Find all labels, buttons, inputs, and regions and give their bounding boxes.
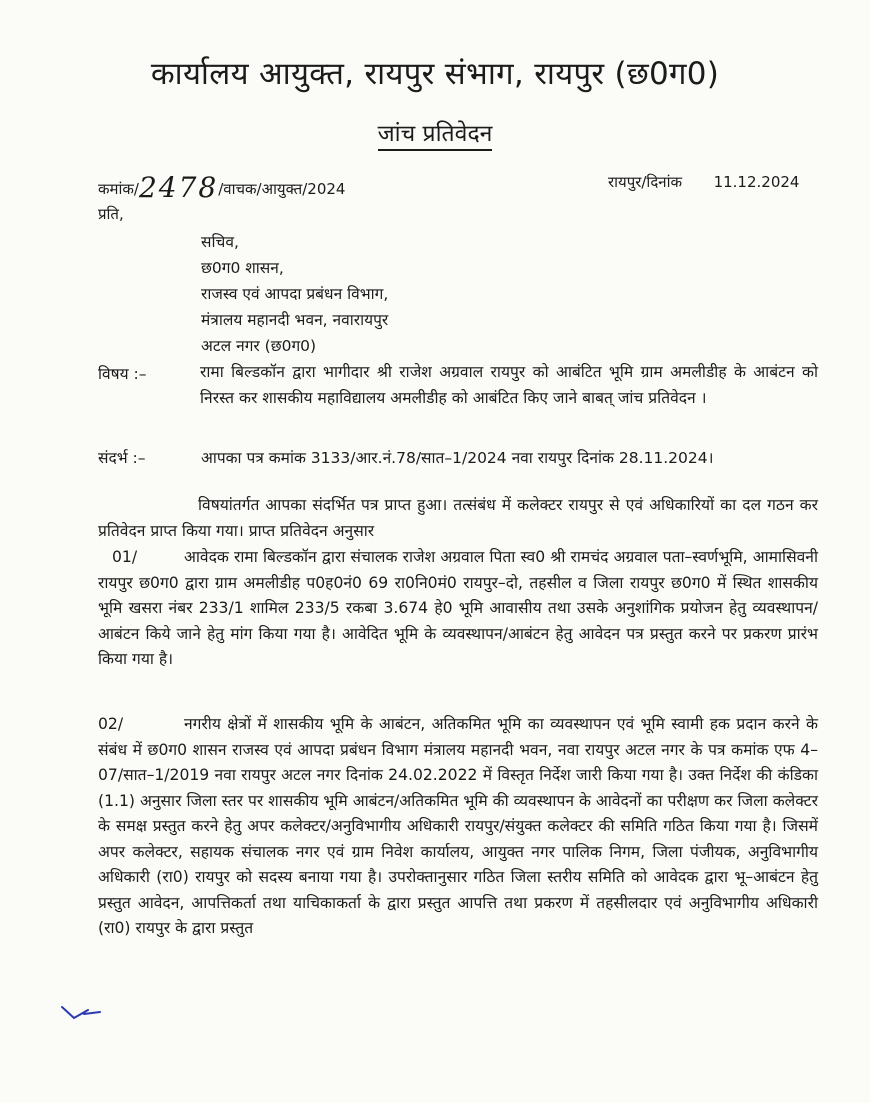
paragraph-number: 01/ [112, 548, 138, 566]
paragraph-number: 02/ [98, 715, 124, 733]
paragraph-text: नगरीय क्षेत्रों में शासकीय भूमि के आबंटन, अतिकमित भूमि का व्यवस्थापन एवं भूमि स्वामी हक प्रदान करने के संबंध में छ0ग0 शासन राजस्व एवं आपदा प्रबंधन विभाग मंत्रालय महानदी भवन, नवा रायपुर अटल नगर के पत्र कमांक एफ 4–07/सात–1/2019 नवा रायपुर अटल नगर दिनांक 24.02.2022 में विस्तृत निर्देश जारी किया गया है। उक्त निर्देश की कंडिका (1.1) अनुसार जिला स्तर पर शासकीय भूमि आबंटन/अतिकमित भूमि की व्यवस्थापन के आवेदनों का परीक्षण कर जिला कलेक्टर के समक्ष प्रस्तुत करने हेतु अपर कलेक्टर/अनुविभागीय अधिकारी रायपुर/संयुक्त कलेक्टर की समिति गठित किया गया है। जिसमें अपर कलेक्टर, सहायक संचालक नगर एवं ग्राम निवेश कार्यालय, आयुक्त नगर पालिक निगम, जिला पंजीयक, अनुविभागीय अधिकारी (रा0) रायपुर को सदस्य बनाया गया है। उपरोक्तानुसार गठित जिला स्तरीय समिति को आवेदक द्वारा भू–आबंटन हेतु प्रस्तुत आवेदन, आपत्तिकर्ता तथा याचिकाकर्ता के द्वारा प्रस्तुत आपत्ति तथा प्रकरण में तहसीलदार एवं अनुविभागीय अधिकारी (रा0) रायपुर के द्वारा प्रस्तुत [98, 715, 818, 937]
handwritten-check-mark-icon [60, 1001, 110, 1023]
reference-context-text: आपका पत्र कमांक 3133/आर.नं.78/सात–1/2024 नवा रायपुर दिनांक 28.11.2024। [201, 449, 714, 467]
subject-text: रामा बिल्डकॉन द्वारा भागीदार श्री राजेश अग्रवाल रायपुर को आबंटित भूमि ग्राम अमलीडीह के आबंटन को निरस्त कर शासकीय महाविद्यालय अमलीडीह को आबंटित किए जाने बाबत् जांच प्रतिवेदन । [200, 363, 818, 407]
place-date [608, 172, 799, 192]
reference-prefix: कमांक/ [98, 180, 139, 198]
document-title-text: जांच प्रतिवेदन [378, 121, 493, 151]
addressee-line: मंत्रालय महानदी भवन, नवारायपुर [201, 311, 389, 329]
reference-context-label: संदर्भ :– [98, 449, 146, 467]
office-title: कार्यालय आयुक्त, रायपुर संभाग, रायपुर (छ0ग0) [150, 56, 720, 92]
handwritten-number: 2478 [138, 171, 219, 204]
subject-label: विषय :– [98, 365, 147, 383]
reference-number [98, 171, 345, 204]
addressee-line: छ0ग0 शासन, [201, 259, 284, 277]
letter-date: 11.12.2024 [713, 173, 800, 191]
paragraph-text: आवेदक रामा बिल्डकॉन द्वारा संचालक राजेश अग्रवाल पिता स्व0 श्री रामचंद अग्रवाल पता–स्वर्णभूमि, आमासिवनी रायपुर छ0ग0 द्वारा ग्राम अमलीडीह प0ह0नं0 69 रा0नि0मं0 रायपुर–दो, तहसील व जिला रायपुर छ0ग0 में स्थित शासकीय भूमि खसरा नंबर 233/1 शामिल 233/5 रकबा 3.674 हे0 भूमि आवासीय तथा उसके अनुशांगिक प्रयोजन हेतु व्यवस्थापन/आबंटन किये जाने हेतु मांग किया गया है। आवेदित भूमि के व्यवस्थापन/आबंटन हेतु आवेदन पत्र प्रस्तुत करने पर प्रकरण प्रारंभ किया गया है। [98, 548, 818, 668]
addressee-line: सचिव, [201, 233, 239, 251]
addressee-line: अटल नगर (छ0ग0) [201, 337, 317, 355]
paragraph-02 [98, 712, 818, 942]
reference-suffix: /वाचक/आयुक्त/2024 [218, 180, 346, 198]
intro-paragraph: विषयांतर्गत आपका संदर्भित पत्र प्राप्त हुआ। तत्संबंध में कलेक्टर रायपुर से एवं अधिकारियों का दल गठन कर प्रतिवेदन प्राप्त किया गया। प्राप्त प्रतिवेदन अनुसार [98, 496, 818, 540]
place-date-label: रायपुर/दिनांक [608, 173, 683, 191]
document-title [0, 116, 870, 148]
paragraph-01 [98, 545, 818, 673]
to-label: प्रति, [98, 205, 124, 223]
addressee-line: राजस्व एवं आपदा प्रबंधन विभाग, [201, 285, 389, 303]
